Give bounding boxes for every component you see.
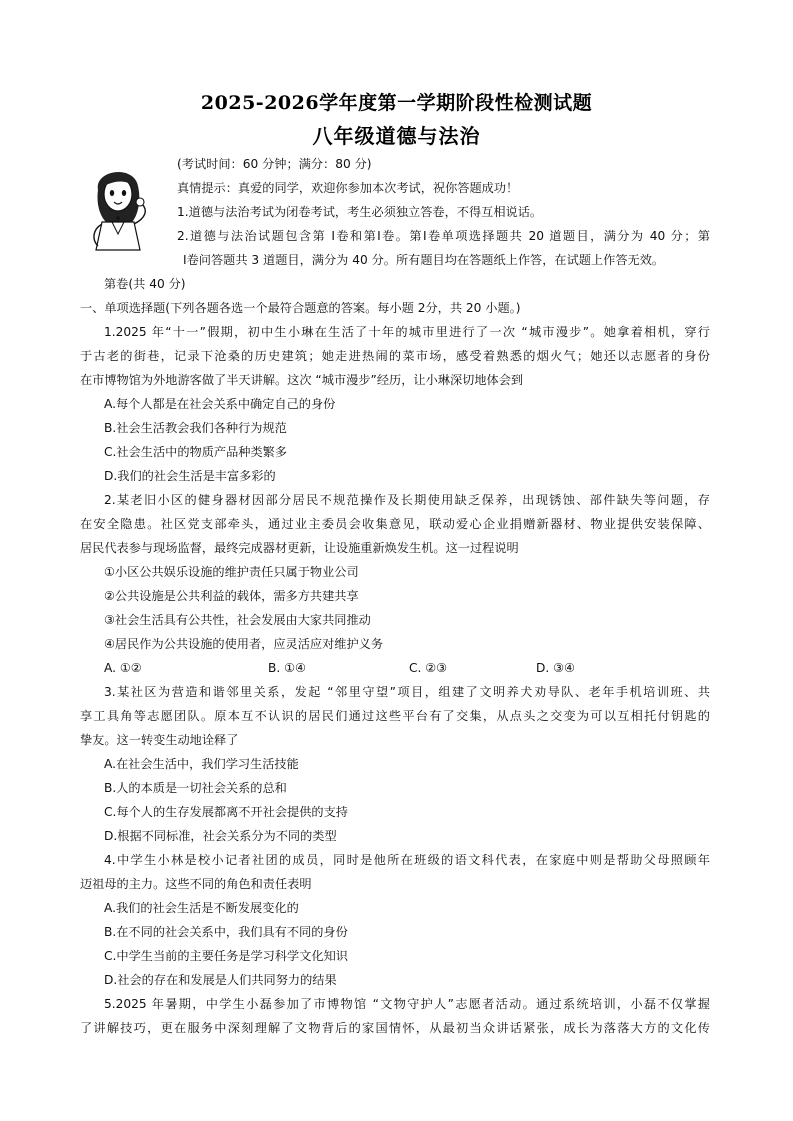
section-instruction: 一、单项选择题(下列各题各选一个最符合题意的答案。每小题 2分，共 20 小题。) bbox=[80, 301, 521, 315]
question-3-option-c: C.每个人的生存发展都离不开社会提供的支持 bbox=[104, 805, 348, 819]
question-4-stem: 4.中学生小林是校小记者社团的成员，同时是他所在班级的语文科代表，在家庭中则是帮助父母照顾年 bbox=[104, 853, 710, 867]
question-1-stem: 于古老的街巷，记录下沧桑的历史建筑；她走进热闹的菜市场，感受着熟悉的烟火气；她还以志愿者的身份 bbox=[80, 349, 710, 363]
question-2-statement-1: ①小区公共娱乐设施的维护责任只属于物业公司 bbox=[104, 565, 359, 579]
exam-subject: 八年级道德与法治 bbox=[312, 124, 481, 148]
volume-heading: 第卷(共 40 分) bbox=[104, 277, 186, 291]
instruction-note-2: 2.道德与法治试题包含第 Ⅰ卷和第Ⅰ卷。第Ⅰ卷单项选择题共 20 道题目，满分为 40 分；第 bbox=[177, 229, 710, 243]
question-5-stem: 了讲解技巧，更在服务中深刻理解了文物背后的家国情怀，从最初当众讲话紧张，成长为落落大方的文化传 bbox=[80, 1021, 710, 1035]
question-3-stem: 享工具角等志愿团队。原本互不认识的居民们通过这些平台有了交集，从点头之交变为可以互相托付钥匙的 bbox=[80, 709, 710, 723]
question-2-stem: 在安全隐患。社区党支部牵头，通过业主委员会收集意见，联动爱心企业捐赠新器材、物业提供安装保障、 bbox=[80, 517, 710, 531]
question-2-statement-3: ③社会生活具有公共性，社会发展由大家共同推动 bbox=[104, 613, 371, 627]
question-2-option-b: B. ①④ bbox=[268, 661, 306, 675]
question-1-option-c: C.社会生活中的物质产品种类繁多 bbox=[104, 445, 288, 459]
question-3-stem: 3.某社区为营造和谐邻里关系，发起 “邻里守望”项目，组建了文明养犬劝导队、老年手机培训班、共 bbox=[104, 685, 710, 699]
question-4-option-a: A.我们的社会生活是不断发展变化的 bbox=[104, 901, 299, 915]
cartoon-girl-illustration bbox=[76, 160, 168, 252]
question-5-stem: 5.2025 年暑期，中学生小磊参加了市博物馆 “文物守护人”志愿者活动。通过系统培训，小磊不仅掌握 bbox=[104, 997, 710, 1011]
question-1-option-d: D.我们的社会生活是丰富多彩的 bbox=[104, 469, 276, 483]
question-4-option-d: D.社会的存在和发展是人们共同努力的结果 bbox=[104, 973, 337, 987]
exam-time-score: (考试时间：60 分钟；满分：80 分) bbox=[177, 157, 372, 171]
greeting-tip: 真情提示：真爱的同学，欢迎你参加本次考试，祝你答题成功！ bbox=[177, 181, 519, 195]
question-3-option-b: B.人的本质是一切社会关系的总和 bbox=[104, 781, 287, 795]
question-2-statement-2: ②公共设施是公共利益的载体，需多方共建共享 bbox=[104, 589, 359, 603]
question-3-option-a: A.在社会生活中，我们学习生活技能 bbox=[104, 757, 299, 771]
question-2-option-c: C. ②③ bbox=[409, 661, 448, 675]
question-1-stem: 1.2025 年“十一”假期，初中生小琳在生活了十年的城市里进行了一次 “城市漫步”。她拿着相机，穿行 bbox=[104, 325, 710, 339]
question-4-option-c: C.中学生当前的主要任务是学习科学文化知识 bbox=[104, 949, 348, 963]
instruction-note-1: 1.道德与法治考试为闭卷考试，考生必须独立答卷，不得互相说话。 bbox=[177, 205, 543, 219]
question-2-stem: 2.某老旧小区的健身器材因部分居民不规范操作及长期使用缺乏保养，出现锈蚀、部件缺失等问题，存 bbox=[104, 493, 710, 507]
question-2-option-a: A. ①② bbox=[104, 661, 142, 675]
question-4-stem: 迈祖母的主力。这些不同的角色和责任表明 bbox=[80, 877, 312, 891]
question-2-statement-4: ④居民作为公共设施的使用者，应灵活应对维护义务 bbox=[104, 637, 384, 651]
question-1-option-a: A.每个人都是在社会关系中确定自己的身份 bbox=[104, 397, 336, 411]
question-3-option-d: D.根据不同标准，社会关系分为不同的类型 bbox=[104, 829, 337, 843]
question-1-option-b: B.社会生活教会我们各种行为规范 bbox=[104, 421, 287, 435]
question-2-option-d: D. ③④ bbox=[536, 661, 575, 675]
question-1-stem: 在市博物馆为外地游客做了半天讲解。这次 “城市漫步”经历，让小琳深切地体会到 bbox=[80, 373, 524, 387]
instruction-note-2-cont: Ⅰ卷问答题共 3 道题目，满分为 40 分。所有题目均在答题纸上作答，在试题上作答无效。 bbox=[183, 253, 665, 267]
question-3-stem: 挚友。这一转变生动地诠释了 bbox=[80, 733, 239, 747]
question-2-stem: 居民代表参与现场监督，最终完成器材更新，让设施重新焕发生机。这一过程说明 bbox=[80, 541, 519, 555]
exam-title: 2025-2026学年度第一学期阶段性检测试题 bbox=[200, 92, 593, 114]
question-4-option-b: B.在不同的社会关系中，我们具有不同的身份 bbox=[104, 925, 348, 939]
